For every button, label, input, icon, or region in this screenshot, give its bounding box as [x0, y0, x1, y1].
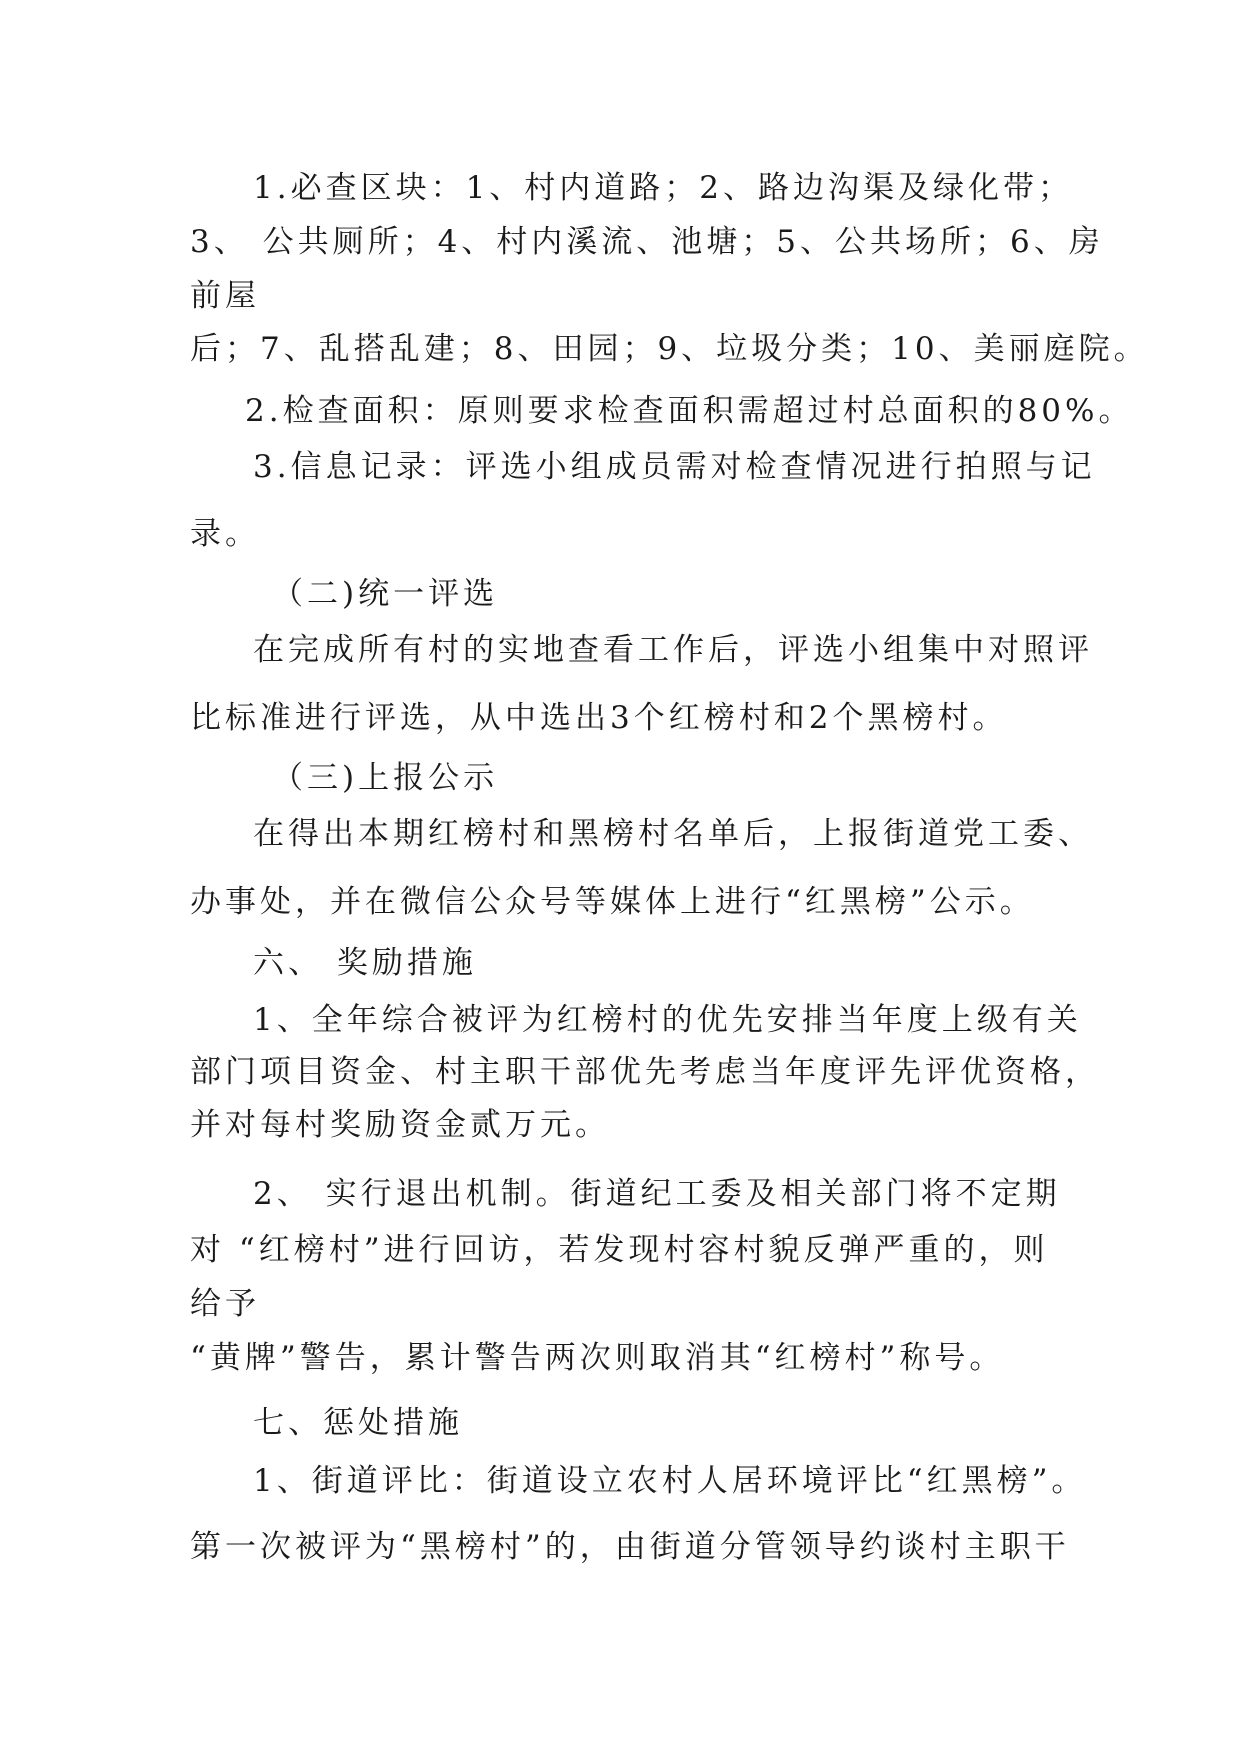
- section-heading: （二)统一评选: [272, 576, 499, 612]
- paragraph-line: 在完成所有村的实地查看工作后，评选小组集中对照评: [253, 632, 1093, 668]
- paragraph-line: 前屋: [190, 278, 260, 314]
- paragraph-line: 第一次被评为“黑榜村”的，由街道分管领导约谈村主职干: [190, 1529, 1070, 1565]
- paragraph-line: 在得出本期红榜村和黑榜村名单后，上报街道党工委、: [253, 816, 1093, 852]
- paragraph-line: 3.信息记录：评选小组成员需对检查情况进行拍照与记: [253, 449, 1096, 485]
- paragraph-line: 给予: [190, 1286, 260, 1322]
- section-heading: 七、惩处措施: [253, 1405, 463, 1441]
- paragraph-line: 1、全年综合被评为红榜村的优先安排当年度上级有关: [253, 1002, 1082, 1038]
- paragraph-line: 1.必查区块：1、村内道路；2、路边沟渠及绿化带；: [253, 170, 1074, 206]
- paragraph-line: 录。: [190, 516, 260, 552]
- paragraph-line: 比标准进行评选，从中选出3个红榜村和2个黑榜村。: [190, 700, 1008, 736]
- section-heading: 六、 奖励措施: [253, 945, 477, 981]
- section-heading: （三)上报公示: [272, 760, 499, 796]
- paragraph-line: 1、街道评比：街道设立农村人居环境评比“红黑榜”。: [253, 1463, 1087, 1499]
- paragraph-line: 并对每村奖励资金贰万元。: [190, 1107, 610, 1143]
- paragraph-line: 2.检查面积：原则要求检查面积需超过村总面积的80%。: [245, 393, 1134, 429]
- paragraph-line: 2、 实行退出机制。街道纪工委及相关部门将不定期: [253, 1176, 1061, 1212]
- paragraph-line: “黄牌”警告，累计警告两次则取消其“红榜村”称号。: [190, 1340, 1005, 1376]
- paragraph-line: 对 “红榜村”进行回访，若发现村容村貌反弹严重的，则: [190, 1232, 1049, 1268]
- paragraph-line: 3、 公共厕所；4、村内溪流、池塘；5、公共场所；6、房: [190, 224, 1104, 260]
- paragraph-line: 后；7、乱搭乱建；8、田园；9、垃圾分类；10、美丽庭院。: [190, 331, 1149, 367]
- paragraph-line: 办事处，并在微信公众号等媒体上进行“红黑榜”公示。: [190, 884, 1035, 920]
- paragraph-line: 部门项目资金、村主职干部优先考虑当年度评先评优资格，: [190, 1054, 1100, 1090]
